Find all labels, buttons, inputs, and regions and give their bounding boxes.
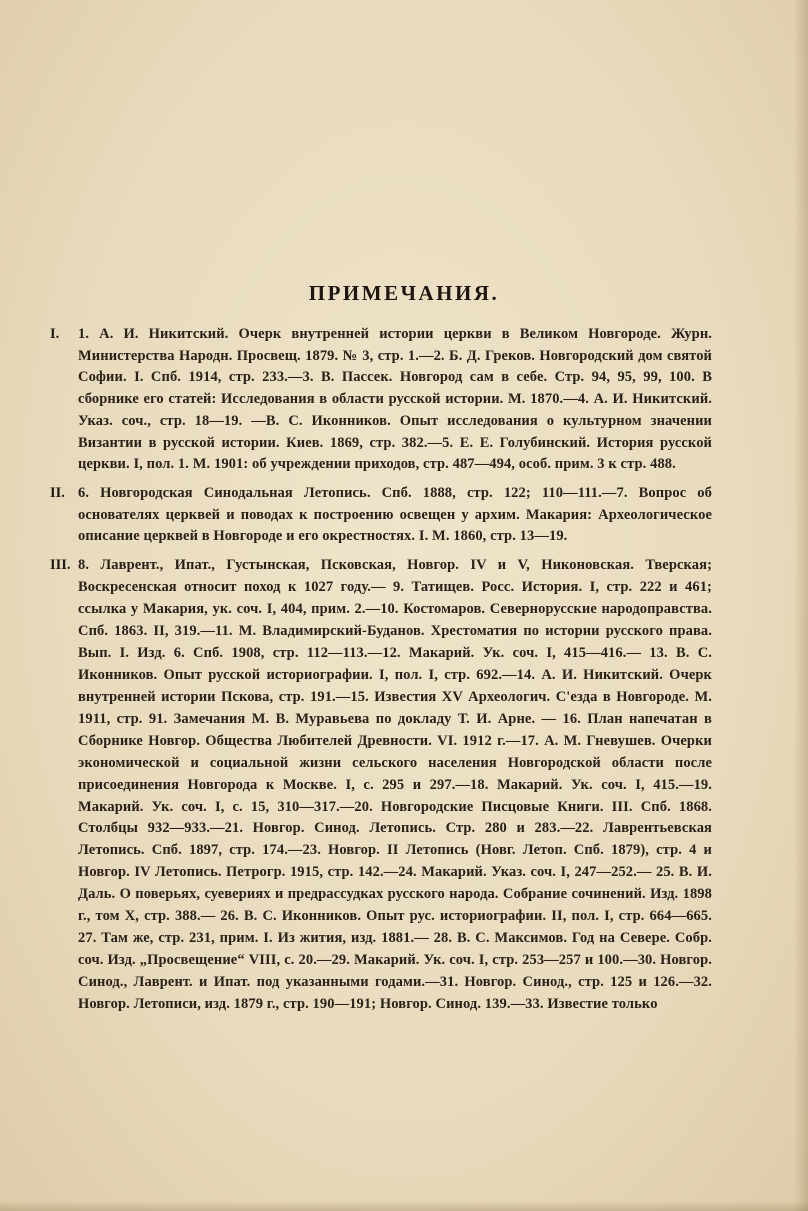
section-marker: II. <box>50 484 65 501</box>
page-title: ПРИМЕЧАНИЯ. <box>308 281 500 305</box>
notes-section-1 <box>44 324 712 476</box>
section-marker: I. <box>50 326 60 342</box>
section-text: 1. А. И. Никитский. Очерк внутренней истории церкви в Великом Новгороде. Журн. Министерства Народн. Просвещ. 1879. № 3, стр. 1.—2. Б. Д. Греков. Новгородский дом святой Софии. I. Спб. 1914, стр. 233.—3. В. Пассек. Новгород сам в себе. Стр. 94, 95, 99, 100. В сборнике его статей: Исследования в области русской истории. М. 1870.—4. А. И. Никитский. Указ. соч., стр. 18—19. —В. С. Иконников. Опыт исследования о культурном значении Византии в русской истории. Киев. 1869, стр. 382.—5. Е. Е. Голубинский. История русской церкви. I, пол. 1. М. 1901: об учреждении приходов, стр. 487—494, особ. прим. 3 к стр. 488. <box>78 326 712 473</box>
page-edge-shadow-bottom <box>0 1201 808 1211</box>
section-text: 6. Новгородская Синодальная Летопись. Спб. 1888, стр. 122; 110—111.—7. Вопрос об основателях церквей и поводах к построению освещен у архим. Макария: Археологическое описание церквей в Новгороде и его окрестностях. I. М. 1860, стр. 13—19. <box>78 484 712 545</box>
notes-section-3 <box>44 555 712 1016</box>
notes-section-2 <box>44 483 712 548</box>
section-marker: III. <box>50 557 71 574</box>
page-edge-shadow-right <box>794 0 808 1211</box>
section-text: 8. Лаврент., Ипат., Густынская, Псковская, Новгор. IV и V, Никоновская. Тверская; Воскресенская относит поход к 1027 году.— 9. Татищев. Росс. История. I, стр. 222 и 461; ссылка у Макария, ук. соч. I, 404, прим. 2.—10. Костомаров. Севернорусские народоправства. Спб. 1863. II, 319.—11. М. Владимирский-Буданов. Хрестоматия по истории русского права. Вып. I. Изд. 6. Спб. 1908, стр. 112—113.—12. Макарий. Ук. соч. I, 415—416.— 13. В. С. Иконников. Опыт русской историографии. I, пол. I, стр. 692.—14. А. И. Никитский. Очерк внутренней истории Пскова, стр. 191.—15. Известия XV Археологич. С'езда в Новгороде. М. 1911, стр. 91. Замечания М. В. Муравьева по докладу Т. И. Арне. — 16. План напечатан в Сборнике Новгор. Общества Любителей Древности. VI. 1912 г.—17. А. М. Гневушев. Очерки экономической и социальной жизни сельского населения Новгородской области после присоединения Новгорода к Москве. I, с. 295 и 297.—18. Макарий. Ук. соч. I, 415.—19. Макарий. Ук. соч. I, с. 15, 310—317.—20. Новгородские Писцовые Книги. III. Спб. 1868. Столбцы 932—933.—21. Новгор. Синод. Летопись. Стр. 280 и 283.—22. Лаврентьевская Летопись. Спб. 1897, стр. 174.—23. Новгор. II Летопись (Новг. Летоп. Спб. 1879), стр. 4 и Новгор. IV Летопись. Петрогр. 1915, стр. 142.—24. Макарий. Указ. соч. I, 247—252.— 25. В. И. Даль. О поверьях, суевериях и предрассудках русского народа. Собрание сочинений. Изд. 1898 г., том X, стр. 388.— 26. В. С. Иконников. Опыт рус. историографии. II, пол. I, стр. 664—665. 27. Там же, стр. 231, прим. I. Из жития, изд. 1881.— 28. В. С. Максимов. Год на Севере. Собр. соч. Изд. „Просвещение“ VIII, с. 20.—29. Макарий. Ук. соч. I, стр. 253—257 и 100.—30. Новгор. Синод., Лаврент. и Ипат. под указанными годами.—31. Новгор. Синод., стр. 125 и 126.—32. Новгор. Летописи, изд. 1879 г., стр. 190—191; Новгор. Синод. 139.—33. Известие только <box>78 557 712 1013</box>
notes-list <box>44 324 712 1023</box>
